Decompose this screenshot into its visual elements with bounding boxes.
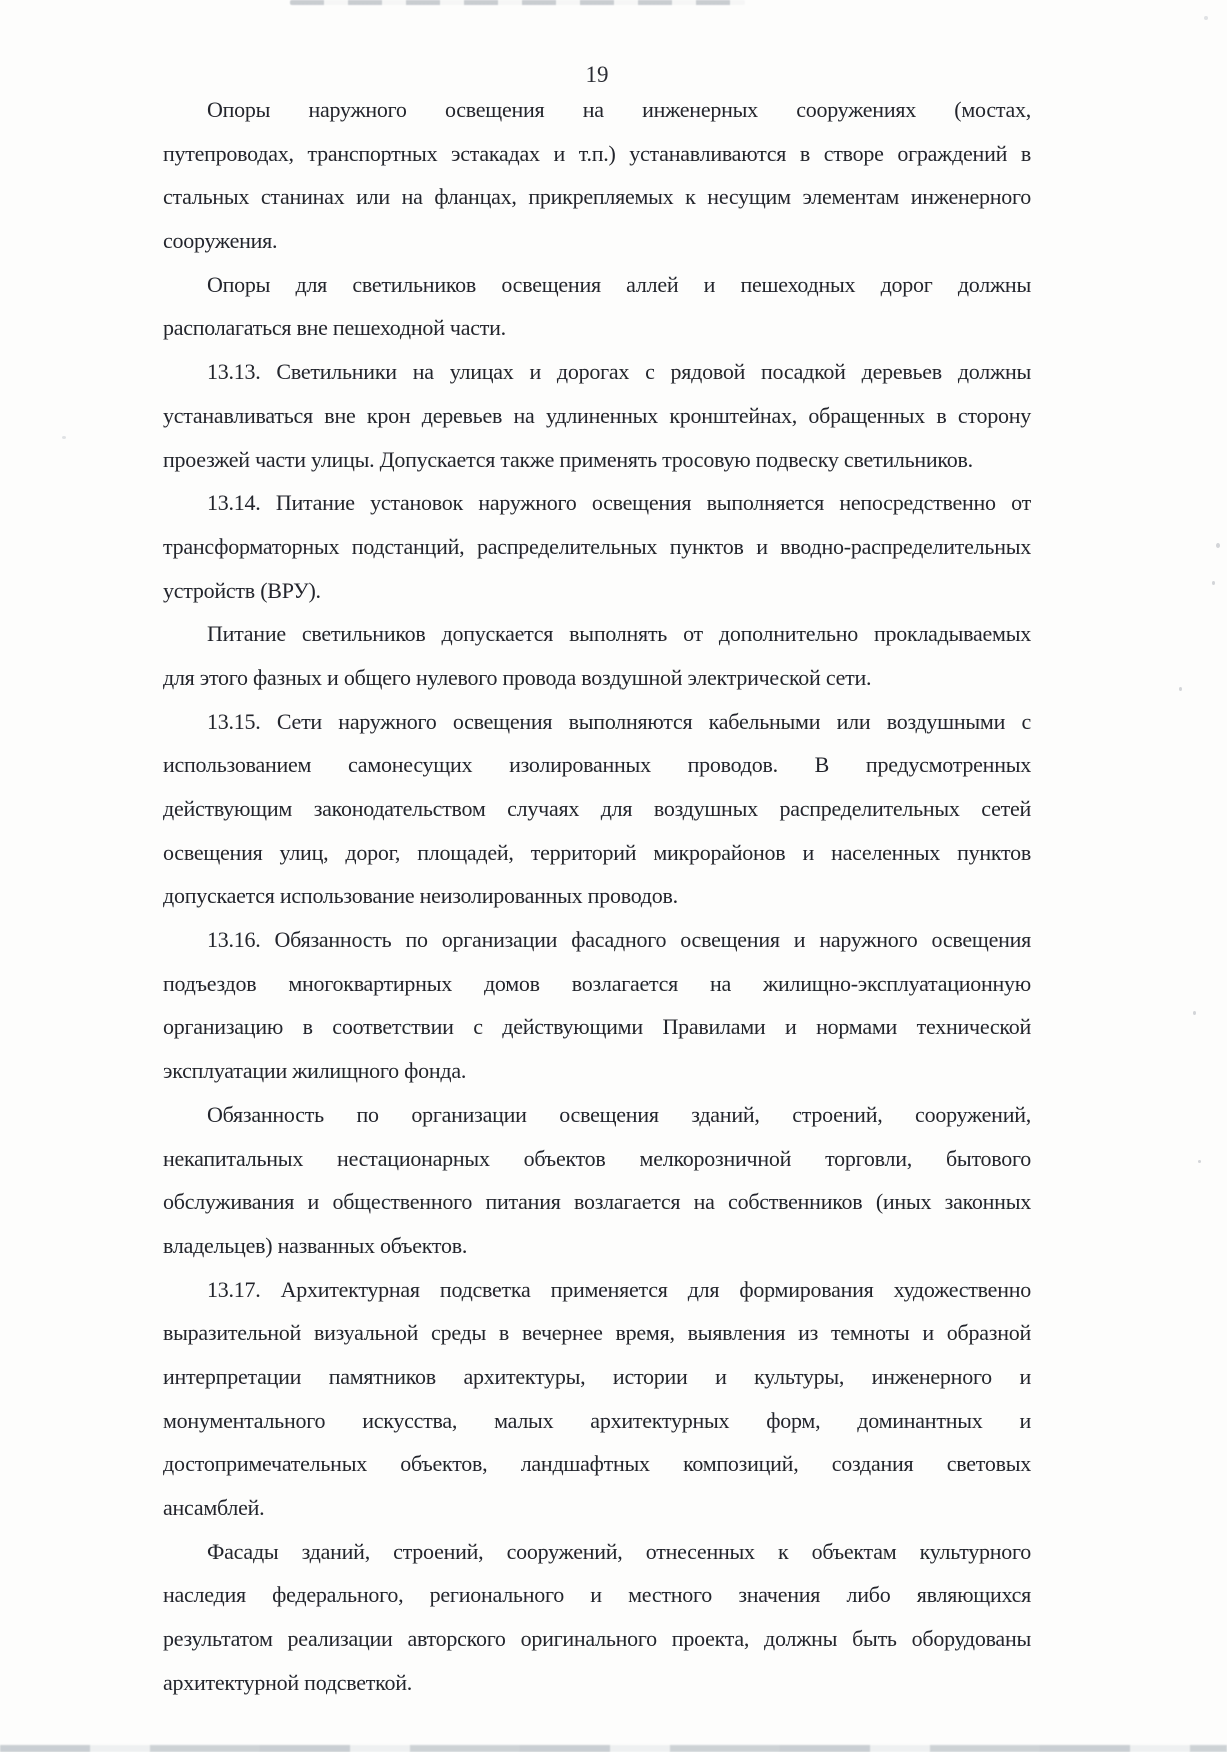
text-line-p2-1: Опоры для светильников освещения аллей и пешеходных дорог должны xyxy=(207,271,1031,297)
text-line-p10-3: результатом реализации авторского оригинального проекта, должны быть оборудованы xyxy=(163,1626,1031,1652)
text-line-p1-2: путепроводах, транспортных эстакадах и т.п.) устанавливаются в створе ограждений в xyxy=(163,140,1031,166)
text-line-p9-1: 13.17. Архитектурная подсветка применяется для формирования художественно xyxy=(207,1276,1031,1302)
scan-speck xyxy=(1193,1011,1196,1015)
text-line-p5-1: Питание светильников допускается выполнять от дополнительно прокладываемых xyxy=(207,621,1031,647)
scan-speck xyxy=(1212,581,1215,585)
scan-artifact-bottom-edge xyxy=(0,1745,1227,1752)
text-line-p4-1: 13.14. Питание установок наружного освещения выполняется непосредственно от xyxy=(207,490,1031,516)
document-body xyxy=(163,88,1031,1704)
text-line-p1-3: стальных станинах или на фланцах, прикрепляемых к несущим элементам инженерного xyxy=(163,184,1031,210)
text-line-p8-3: обслуживания и общественного питания возлагается на собственников (иных законных xyxy=(163,1189,1031,1215)
text-line-p3-3: проезжей части улицы. Допускается также применять тросовую подвеску светильников. xyxy=(163,446,973,472)
text-line-p3-2: устанавливаться вне крон деревьев на удлиненных кронштейнах, обращенных в сторону xyxy=(163,402,1031,428)
text-line-p1-1: Опоры наружного освещения на инженерных сооружениях (мостах, xyxy=(207,97,1031,122)
text-line-p6-5: допускается использование неизолированных проводов. xyxy=(163,883,678,909)
scan-speck xyxy=(1216,543,1220,548)
text-line-p5-2: для этого фазных и общего нулевого провода воздушной электрической сети. xyxy=(163,664,872,690)
text-line-p1-4: сооружения. xyxy=(163,228,278,254)
text-line-p7-2: подъездов многоквартирных домов возлагается на жилищно-эксплуатационную xyxy=(163,970,1031,996)
text-line-p7-4: эксплуатации жилищного фонда. xyxy=(163,1058,467,1084)
text-line-p6-2: использованием самонесущих изолированных проводов. В предусмотренных xyxy=(163,752,1031,778)
scan-speck xyxy=(1179,687,1182,691)
text-line-p8-2: некапитальных нестационарных объектов мелкорозничной торговли, бытового xyxy=(163,1145,1031,1171)
text-line-p9-5: достопримечательных объектов, ландшафтных композиций, создания световых xyxy=(163,1451,1031,1477)
text-line-p9-6: ансамблей. xyxy=(163,1495,265,1520)
text-line-p9-4: монументального искусства, малых архитектурных форм, доминантных и xyxy=(163,1407,1031,1433)
text-line-p4-3: устройств (ВРУ). xyxy=(163,577,321,603)
page-number: 19 xyxy=(585,62,609,87)
text-line-p9-3: интерпретации памятников архитектуры, истории и культуры, инженерного и xyxy=(163,1363,1031,1389)
text-line-p10-2: наследия федерального, регионального и местного значения либо являющихся xyxy=(163,1582,1031,1608)
text-line-p6-3: действующим законодательством случаях для воздушных распределительных сетей xyxy=(163,796,1031,821)
text-line-p10-4: архитектурной подсветкой. xyxy=(163,1669,413,1695)
scan-speck xyxy=(1198,1160,1201,1163)
text-line-p8-1: Обязанность по организации освещения зданий, строений, сооружений, xyxy=(207,1101,1031,1127)
scan-speck xyxy=(1204,16,1208,20)
text-line-p10-1: Фасады зданий, строений, сооружений, отнесенных к объектам культурного xyxy=(207,1538,1031,1564)
text-line-p3-1: 13.13. Светильники на улицах и дорогах с рядовой посадкой деревьев должны xyxy=(207,359,1031,385)
text-line-p6-1: 13.15. Сети наружного освещения выполняются кабельными или воздушными с xyxy=(207,708,1031,734)
text-line-p8-4: владельцев) названных объектов. xyxy=(163,1232,468,1258)
text-line-p7-1: 13.16. Обязанность по организации фасадного освещения и наружного освещения xyxy=(207,927,1031,953)
text-line-p4-2: трансформаторных подстанций, распределительных пунктов и вводно-распределительных xyxy=(163,533,1031,559)
text-line-p6-4: освещения улиц, дорог, площадей, территорий микрорайонов и населенных пунктов xyxy=(163,839,1031,865)
scan-artifact-top-edge xyxy=(290,0,745,5)
text-line-p2-2: располагаться вне пешеходной части. xyxy=(163,315,506,341)
scan-speck xyxy=(62,436,66,439)
text-line-p9-2: выразительной визуальной среды в вечернее время, выявления из темноты и образной xyxy=(163,1320,1031,1346)
text-line-p7-3: организацию в соответствии с действующими Правилами и нормами технической xyxy=(163,1014,1031,1040)
